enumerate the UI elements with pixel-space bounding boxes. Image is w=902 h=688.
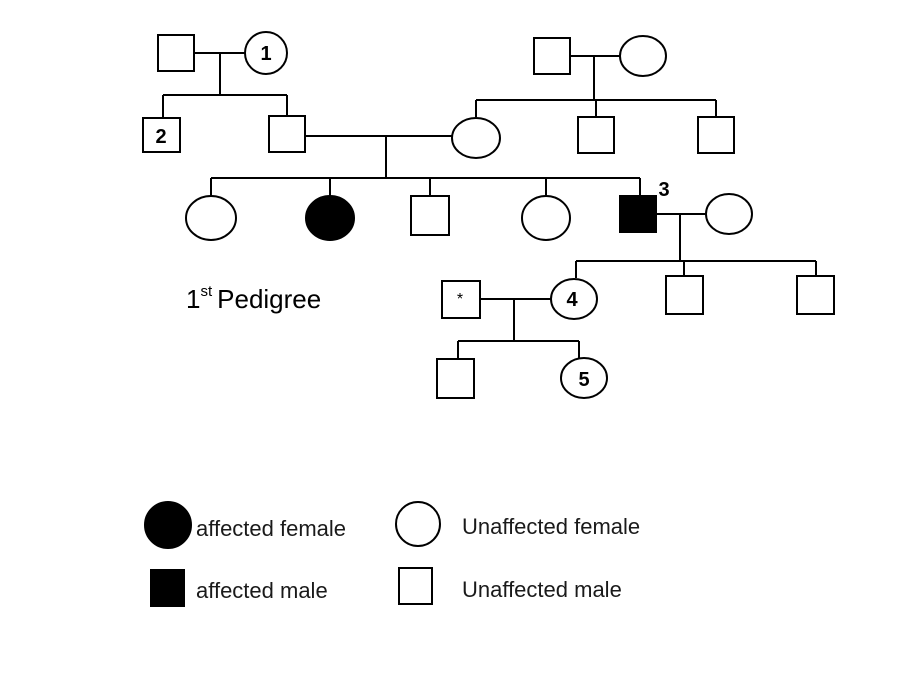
unaffected-male-uncle (698, 117, 734, 153)
family-right-grandparents (476, 36, 716, 117)
unaffected-female-spouse (706, 194, 752, 234)
unaffected-male-grandfather-right (534, 38, 570, 74)
label-individual-1: 1 (260, 43, 272, 65)
pedigree-title: 1st Pedigree (186, 283, 322, 314)
unaffected-female-child (522, 196, 570, 240)
unaffected-female-child (186, 196, 236, 240)
affected-female-child (306, 196, 354, 240)
legend-unaffected-female-label: Unaffected female (462, 514, 641, 539)
unaffected-male-child (411, 196, 449, 235)
unaffected-male-grandchild (437, 359, 474, 398)
legend-affected-male-label: affected male (196, 578, 328, 603)
unaffected-male-uncle (578, 117, 614, 153)
unaffected-female-grandmother-right (620, 36, 666, 76)
legend-affected-female-symbol (145, 502, 191, 548)
unaffected-male-grandfather-left (158, 35, 194, 71)
affected-male-individual-3 (620, 196, 656, 232)
unaffected-male-child (797, 276, 834, 314)
spouse-marker: * (456, 291, 464, 308)
unaffected-male-child (666, 276, 703, 314)
unaffected-female-mother (452, 118, 500, 158)
label-individual-4: 4 (566, 289, 578, 311)
legend-unaffected-male-symbol (399, 568, 432, 604)
legend-unaffected-male-label: Unaffected male (462, 577, 622, 602)
label-individual-2: 2 (155, 126, 167, 148)
label-individual-5: 5 (578, 369, 590, 391)
legend-unaffected-female-symbol (396, 502, 440, 546)
label-individual-3: 3 (658, 179, 670, 201)
legend (145, 502, 640, 606)
legend-affected-female-label: affected female (196, 516, 347, 541)
legend-affected-male-symbol (151, 570, 184, 606)
family-left-grandparents (158, 32, 287, 118)
unaffected-male-father (269, 116, 305, 152)
